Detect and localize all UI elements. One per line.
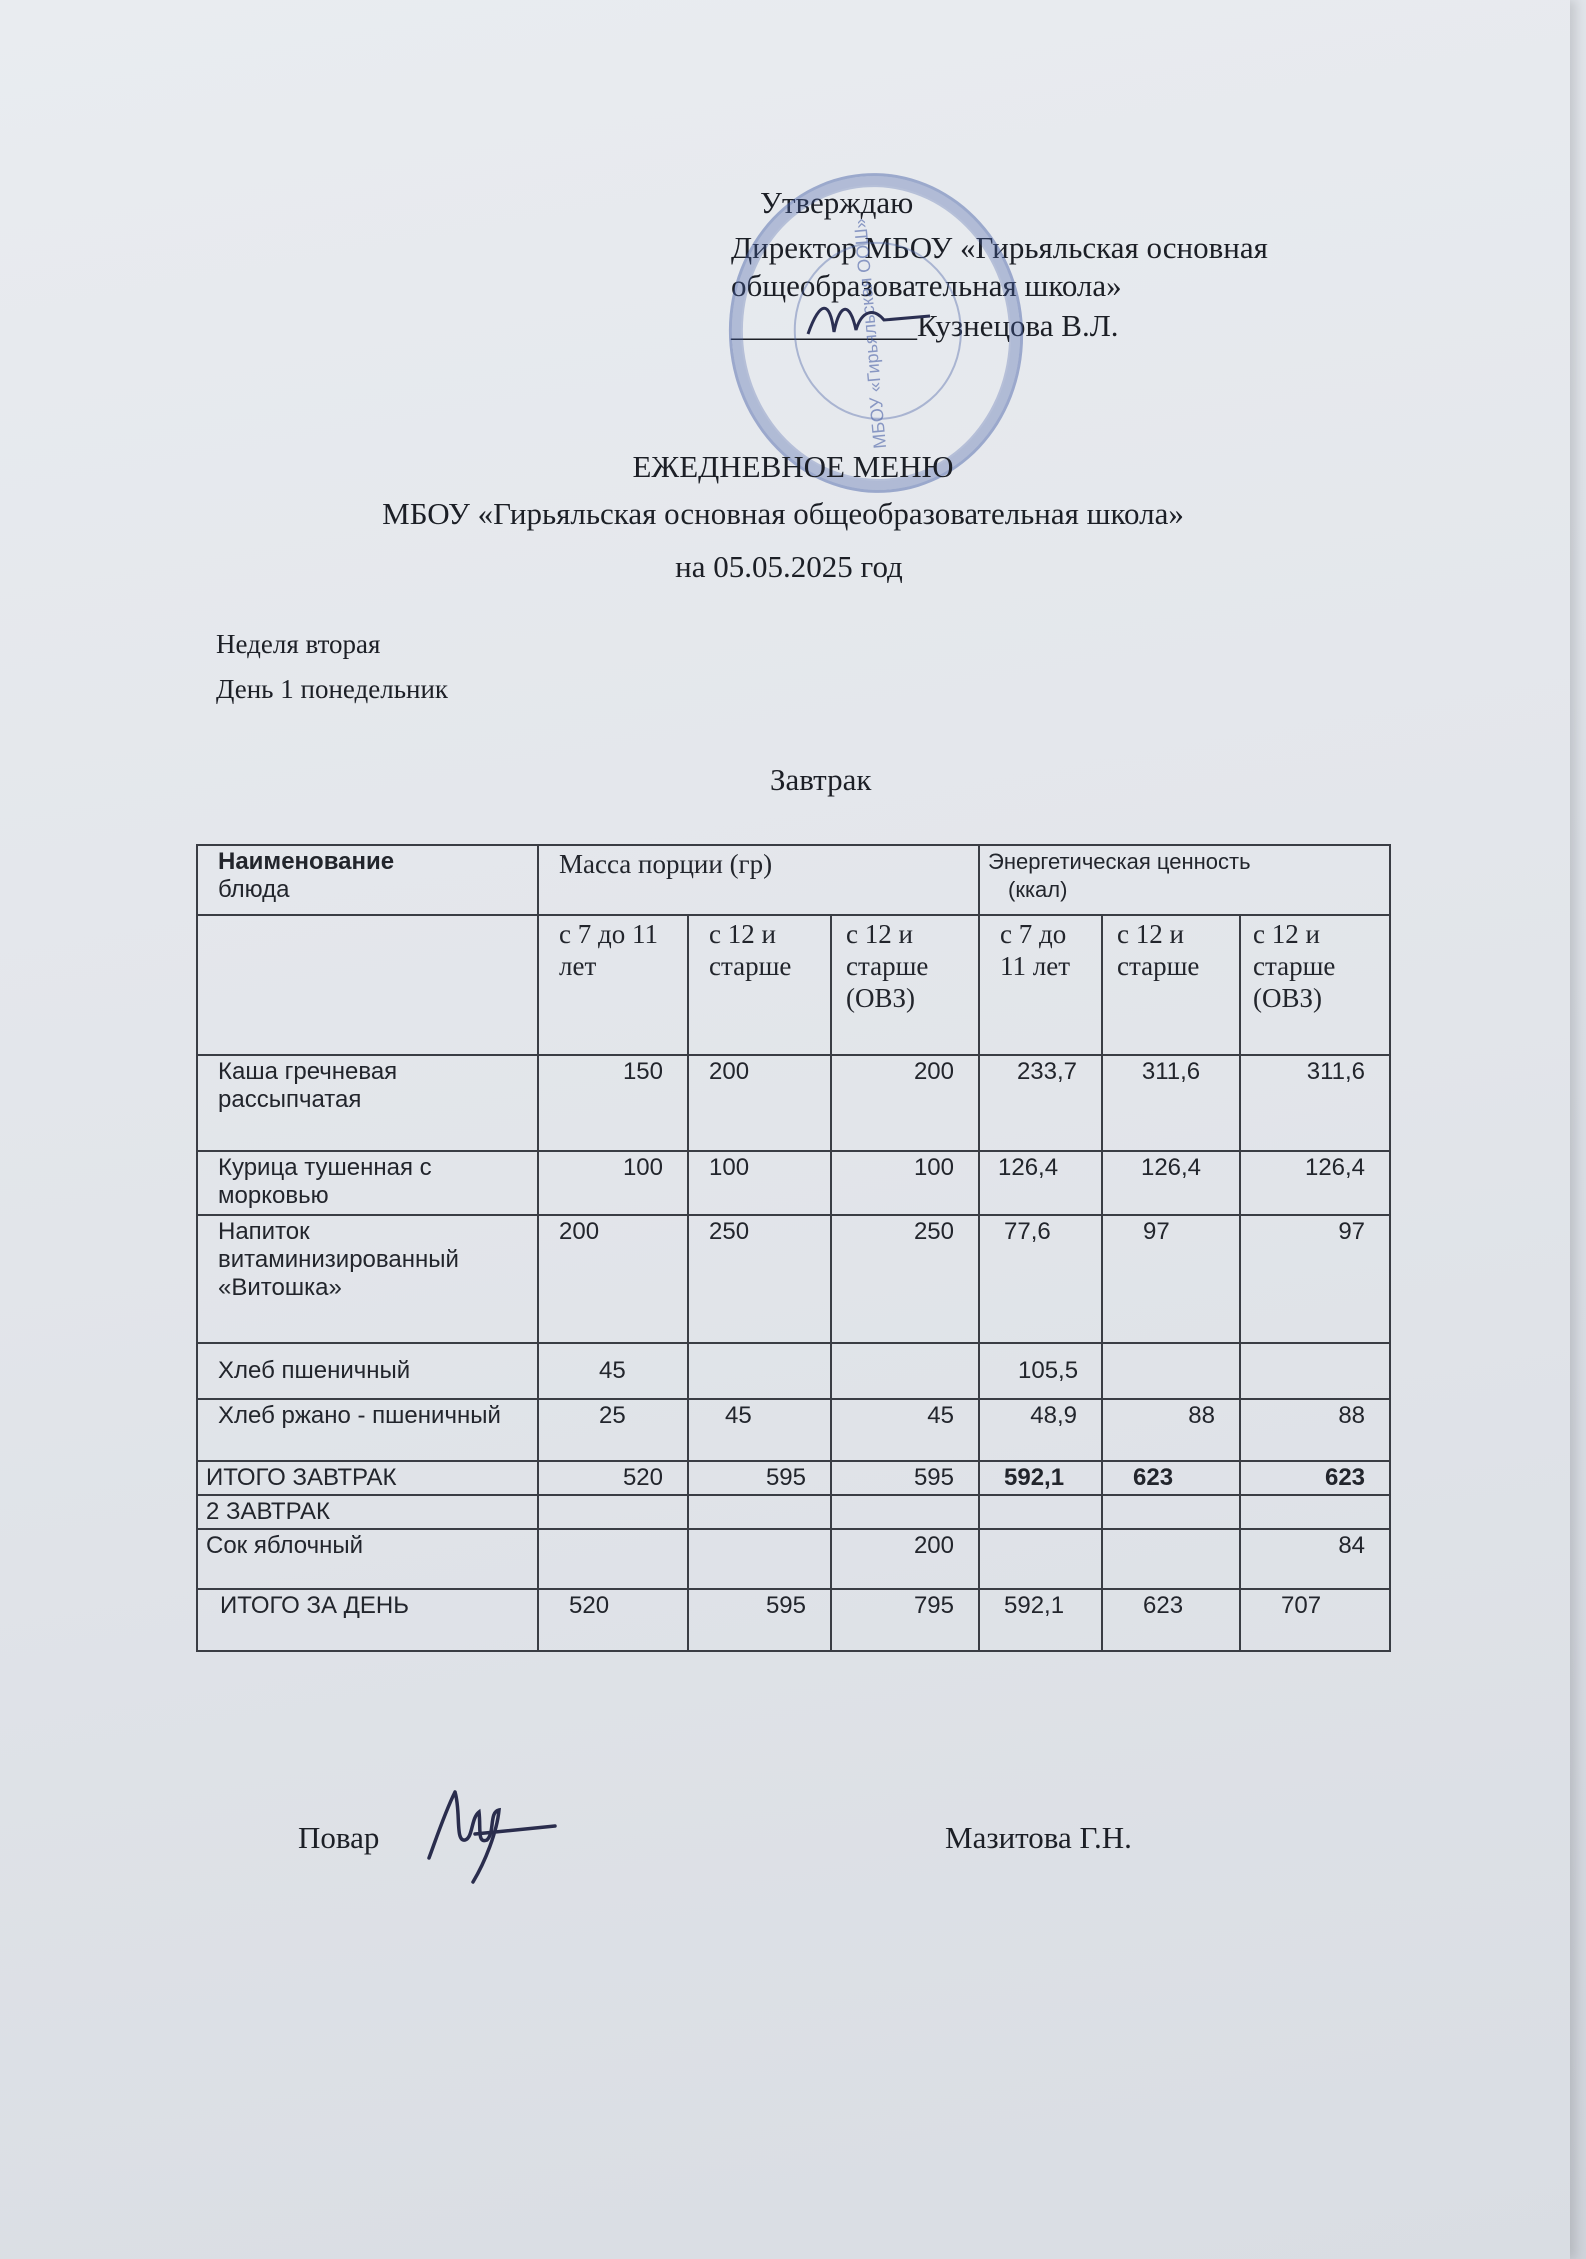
approval-signature-line: ____________Кузнецова В.Л. xyxy=(731,308,1119,343)
mass-12-plus: 100 xyxy=(688,1151,831,1215)
table-row xyxy=(197,1055,1390,1151)
day-energy-12-plus: 623 xyxy=(1102,1589,1240,1651)
mass-12-ovz: 250 xyxy=(831,1215,979,1343)
energy-12-ovz: 88 xyxy=(1240,1399,1390,1461)
energy-12-plus xyxy=(1102,1529,1240,1589)
day-mass-12-plus: 595 xyxy=(688,1589,831,1651)
total-mass-7-11: 520 xyxy=(538,1461,688,1495)
cook-signature xyxy=(415,1782,565,1892)
energy-7-11: 105,5 xyxy=(979,1343,1102,1399)
energy-7-11: 233,7 xyxy=(979,1055,1102,1151)
total-mass-12-plus: 595 xyxy=(688,1461,831,1495)
cook-label: Повар xyxy=(298,1820,380,1855)
subheader-cell: с 12 и старше xyxy=(1102,915,1240,1055)
energy-12-ovz xyxy=(1240,1343,1390,1399)
empty-cell xyxy=(979,1495,1102,1529)
day-label: День 1 понедельник xyxy=(216,674,449,704)
mass-12-ovz: 100 xyxy=(831,1151,979,1215)
mass-12-ovz: 200 xyxy=(831,1055,979,1151)
menu-table xyxy=(196,844,1391,1652)
approval-heading: Утверждаю xyxy=(760,185,914,220)
empty-cell xyxy=(538,1495,688,1529)
energy-7-11: 77,6 xyxy=(979,1215,1102,1343)
total-breakfast-row xyxy=(197,1461,1390,1495)
energy-7-11 xyxy=(979,1529,1102,1589)
energy-12-ovz: 311,6 xyxy=(1240,1055,1390,1151)
mass-12-plus xyxy=(688,1529,831,1589)
energy-12-plus xyxy=(1102,1343,1240,1399)
energy-7-11: 126,4 xyxy=(979,1151,1102,1215)
page-subtitle: МБОУ «Гирьяльская основная общеобразовательная школа» xyxy=(382,496,1184,531)
dish-name: Сок яблочный xyxy=(197,1529,538,1589)
week-label: Неделя вторая xyxy=(216,629,381,659)
header-portion-mass: Масса порции (гр) xyxy=(538,845,979,915)
subheader-cell: с 12 и старше xyxy=(688,915,831,1055)
header-dish-name: Наименование блюда xyxy=(197,845,538,915)
subheader-cell: с 7 до 11 лет xyxy=(979,915,1102,1055)
energy-12-plus: 88 xyxy=(1102,1399,1240,1461)
dish-name: Каша гречневая рассыпчатая xyxy=(197,1055,538,1151)
energy-12-plus: 311,6 xyxy=(1102,1055,1240,1151)
mass-7-11: 25 xyxy=(538,1399,688,1461)
day-energy-12-ovz: 707 xyxy=(1240,1589,1390,1651)
empty-cell xyxy=(831,1495,979,1529)
table-row xyxy=(197,1215,1390,1343)
table-row xyxy=(197,1399,1390,1461)
mass-12-plus: 200 xyxy=(688,1055,831,1151)
empty-cell xyxy=(1240,1495,1390,1529)
mass-12-ovz xyxy=(831,1343,979,1399)
total-energy-12-plus: 623 xyxy=(1102,1461,1240,1495)
dish-name: Хлеб пшеничный xyxy=(197,1343,538,1399)
section-title: Завтрак xyxy=(770,762,872,797)
total-breakfast-label: ИТОГО ЗАВТРАК xyxy=(197,1461,538,1495)
empty-cell xyxy=(1102,1495,1240,1529)
energy-12-plus: 97 xyxy=(1102,1215,1240,1343)
subheader-cell: с 12 и старше (ОВЗ) xyxy=(1240,915,1390,1055)
menu-date: на 05.05.2025 год xyxy=(675,549,903,584)
mass-7-11: 100 xyxy=(538,1151,688,1215)
stamp-text: МБОУ «Гирьяльская ООШ» xyxy=(849,217,891,450)
page-title: ЕЖЕДНЕВНОЕ МЕНЮ xyxy=(632,449,954,484)
table-subheader-row xyxy=(197,915,1390,1055)
table-row xyxy=(197,1529,1390,1589)
header-energy-value: Энергетическая ценность (ккал) xyxy=(979,845,1390,915)
energy-12-ovz: 126,4 xyxy=(1240,1151,1390,1215)
total-energy-7-11: 592,1 xyxy=(979,1461,1102,1495)
cook-name: Мазитова Г.Н. xyxy=(945,1820,1132,1855)
mass-12-plus xyxy=(688,1343,831,1399)
mass-12-plus: 250 xyxy=(688,1215,831,1343)
total-mass-12-ovz: 595 xyxy=(831,1461,979,1495)
total-energy-12-ovz: 623 xyxy=(1240,1461,1390,1495)
energy-12-plus: 126,4 xyxy=(1102,1151,1240,1215)
mass-7-11: 45 xyxy=(538,1343,688,1399)
mass-12-ovz: 200 xyxy=(831,1529,979,1589)
empty-cell xyxy=(688,1495,831,1529)
energy-12-ovz: 97 xyxy=(1240,1215,1390,1343)
dish-name: Напиток витаминизированный «Витошка» xyxy=(197,1215,538,1343)
mass-12-ovz: 45 xyxy=(831,1399,979,1461)
approval-director: Директор МБОУ «Гирьяльская основная xyxy=(731,230,1268,265)
mass-7-11: 200 xyxy=(538,1215,688,1343)
director-signature xyxy=(800,290,940,350)
table-row xyxy=(197,1151,1390,1215)
mass-7-11 xyxy=(538,1529,688,1589)
dish-name: Хлеб ржано - пшеничный xyxy=(197,1399,538,1461)
dish-name: Курица тушенная с морковью xyxy=(197,1151,538,1215)
approval-school: общеобразовательная школа» xyxy=(731,268,1122,303)
subheader-cell: с 7 до 11 лет xyxy=(538,915,688,1055)
second-breakfast-row xyxy=(197,1495,1390,1529)
day-energy-7-11: 592,1 xyxy=(979,1589,1102,1651)
second-breakfast-label: 2 ЗАВТРАК xyxy=(197,1495,538,1529)
energy-12-ovz: 84 xyxy=(1240,1529,1390,1589)
mass-7-11: 150 xyxy=(538,1055,688,1151)
subheader-empty xyxy=(197,915,538,1055)
total-day-label: ИТОГО ЗА ДЕНЬ xyxy=(197,1589,538,1651)
day-mass-7-11: 520 xyxy=(538,1589,688,1651)
energy-7-11: 48,9 xyxy=(979,1399,1102,1461)
subheader-cell: с 12 и старше (ОВЗ) xyxy=(831,915,979,1055)
total-day-row xyxy=(197,1589,1390,1651)
mass-12-plus: 45 xyxy=(688,1399,831,1461)
day-mass-12-ovz: 795 xyxy=(831,1589,979,1651)
table-header-row xyxy=(197,845,1390,915)
table-row xyxy=(197,1343,1390,1399)
